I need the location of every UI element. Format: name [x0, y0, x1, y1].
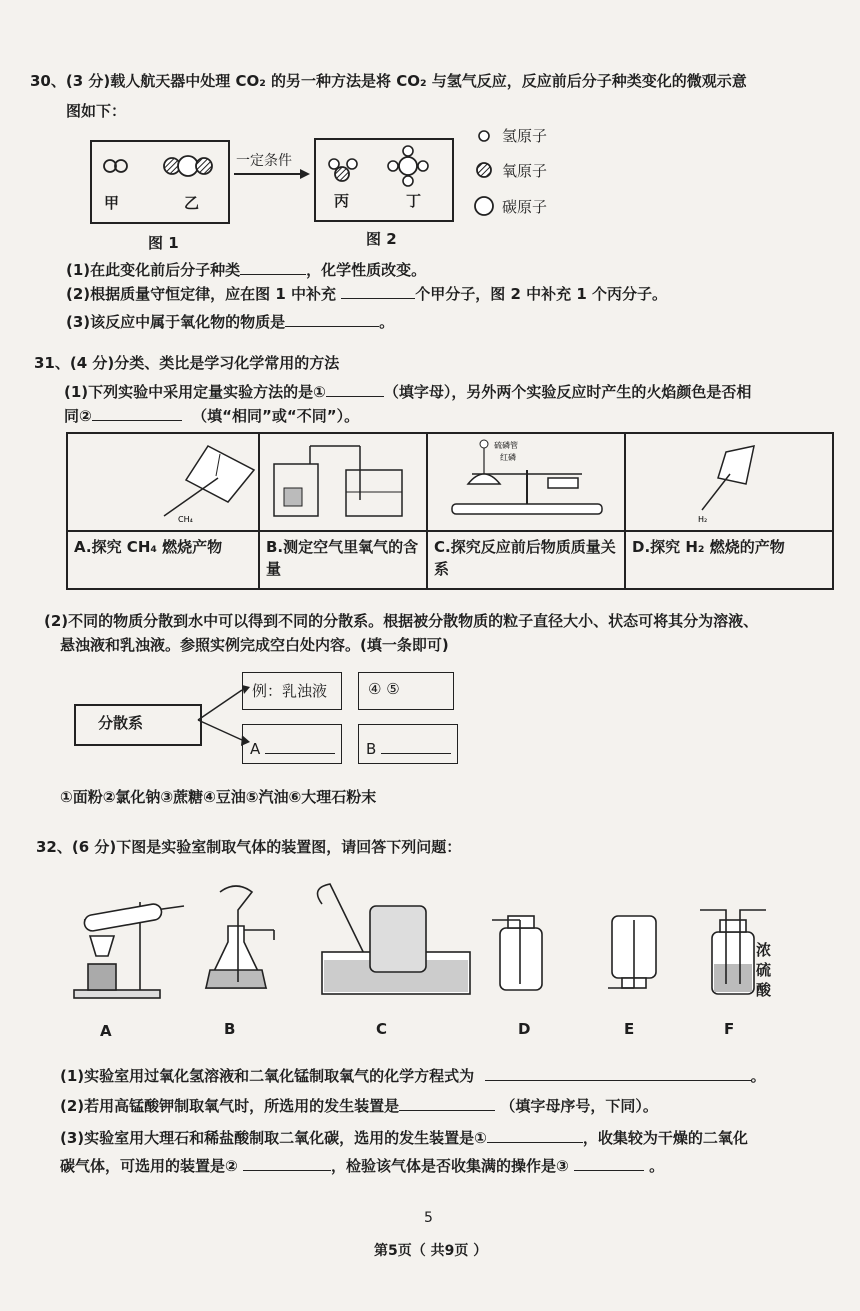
example-items: ④ ⑤	[368, 680, 400, 698]
reaction-arrow	[230, 166, 312, 182]
molecule-label-ding: 丁	[406, 192, 422, 210]
apparatus-a	[74, 902, 184, 998]
dispersion-root-label: 分散系	[98, 714, 144, 732]
apparatus-label-f: F	[724, 1020, 735, 1038]
q31-part1-cont: 同② （填“相同”或“不同”）。	[64, 404, 359, 427]
figure-2-caption: 图 2	[366, 230, 397, 248]
q32-part2: (2)若用高锰酸钾制取氧气时，所选用的发生装置是 （填字母序号，下同）。	[60, 1094, 658, 1117]
page-number: 5	[424, 1210, 433, 1226]
experiment-table	[66, 432, 834, 590]
q30-heading-cont: 图如下：	[66, 102, 127, 120]
experiment-b-caption: B.测定空气里氧气的含量	[266, 538, 419, 578]
apparatus-figure	[60, 880, 820, 1010]
apparatus-label-d: D	[518, 1020, 531, 1038]
experiment-c-caption: C.探究反应前后物质质量关系	[434, 538, 616, 578]
q30-blank-3[interactable]	[285, 310, 379, 327]
apparatus-b	[206, 886, 274, 988]
q32-heading: 32、(6 分)下图是实验室制取气体的装置图，请回答下列问题：	[36, 838, 462, 856]
q30-part1: (1)在此变化前后分子种类 ，化学性质改变。	[66, 258, 426, 281]
molecule-label-bing: 丙	[334, 192, 350, 210]
q31-blank-2[interactable]	[92, 404, 182, 421]
experiment-a-caption: A.探究 CH₄ 燃烧产物	[74, 538, 223, 556]
figure-1-caption: 图 1	[148, 234, 179, 252]
h2-label: H₂	[698, 515, 708, 524]
example-label: 例：乳浊液	[252, 682, 328, 700]
apparatus-d	[492, 916, 542, 990]
q32-blank-4[interactable]	[243, 1154, 331, 1171]
experiment-c-figure	[427, 433, 625, 531]
legend-hydrogen: 氢原子	[502, 127, 548, 145]
atom-legend-icons	[470, 124, 500, 220]
apparatus-label-c: C	[376, 1020, 388, 1038]
apparatus-e	[608, 916, 656, 988]
apparatus-label-e: E	[624, 1020, 635, 1038]
q32-part3-cont: 碳气体，可选用的装置是② ，检验该气体是否收集满的操作是③ 。	[60, 1154, 664, 1177]
tube-label: 硫磷管	[494, 441, 518, 450]
apparatus-c	[318, 884, 471, 994]
molecule-label-jia: 甲	[104, 194, 120, 212]
experiment-d-caption: D.探究 H₂ 燃烧的产物	[632, 538, 785, 556]
q31-part2: (2)不同的物质分散到水中可以得到不同的分散系。根据被分散物质的粒子直径大小、状态可将其分为溶液、	[44, 612, 759, 630]
q30-blank-2[interactable]	[341, 282, 415, 299]
experiment-a-figure	[67, 433, 259, 531]
page-info: 第5页（ 共9页 ）	[374, 1243, 488, 1259]
molecule-label-yi: 乙	[184, 194, 200, 212]
q32-blank-5[interactable]	[574, 1154, 644, 1171]
q31-part2-cont: 悬浊液和乳浊液。参照实例完成空白处内容。(填一条即可)	[60, 636, 449, 654]
experiment-b-figure	[259, 433, 427, 531]
blank-a-field[interactable]: A	[250, 740, 335, 758]
ch4-label: CH₄	[178, 515, 193, 524]
q31-blank-1[interactable]	[326, 380, 384, 397]
substance-list: ①面粉②氯化钠③蔗糖④豆油⑤汽油⑥大理石粉末	[60, 788, 377, 806]
q32-blank-1[interactable]	[485, 1064, 751, 1081]
q31-heading: 31、(4 分)分类、类比是学习化学常用的方法	[34, 354, 340, 372]
q30-part2: (2)根据质量守恒定律，应在图 1 中补充 个甲分子，图 2 中补充 1 个丙分子。	[66, 282, 667, 305]
legend-oxygen: 氧原子	[502, 162, 548, 180]
q30-blank-1[interactable]	[240, 258, 306, 275]
q30-part3: (3)该反应中属于氧化物的物质是 。	[66, 310, 394, 333]
apparatus-label-b: B	[224, 1020, 236, 1038]
red-phosphorus-label: 红磷	[500, 453, 516, 462]
legend-carbon: 碳原子	[502, 198, 548, 216]
q32-blank-2[interactable]	[399, 1094, 495, 1111]
blank-b-field[interactable]: B	[366, 740, 451, 758]
q31-part1: (1)下列实验中采用定量实验方法的是① （填字母），另外两个实验反应时产生的火焰颜色是否相	[64, 380, 751, 403]
arrow-condition-label: 一定条件	[236, 153, 292, 169]
experiment-d-figure	[625, 433, 833, 531]
f-label-group: 浓 硫 酸	[756, 941, 772, 999]
q32-blank-3[interactable]	[487, 1126, 583, 1143]
q32-part1: (1)实验室用过氧化氢溶液和二氧化锰制取氧气的化学方程式为 。	[60, 1064, 766, 1087]
q32-part3: (3)实验室用大理石和稀盐酸制取二氧化碳，选用的发生装置是① ，收集较为干燥的二氧化	[60, 1126, 748, 1149]
apparatus-label-a: A	[100, 1022, 112, 1040]
q30-heading: 30、(3 分)载人航天器中处理 CO₂ 的另一种方法是将 CO₂ 与氢气反应，反应前后分子种类变化的微观示意	[30, 72, 747, 90]
